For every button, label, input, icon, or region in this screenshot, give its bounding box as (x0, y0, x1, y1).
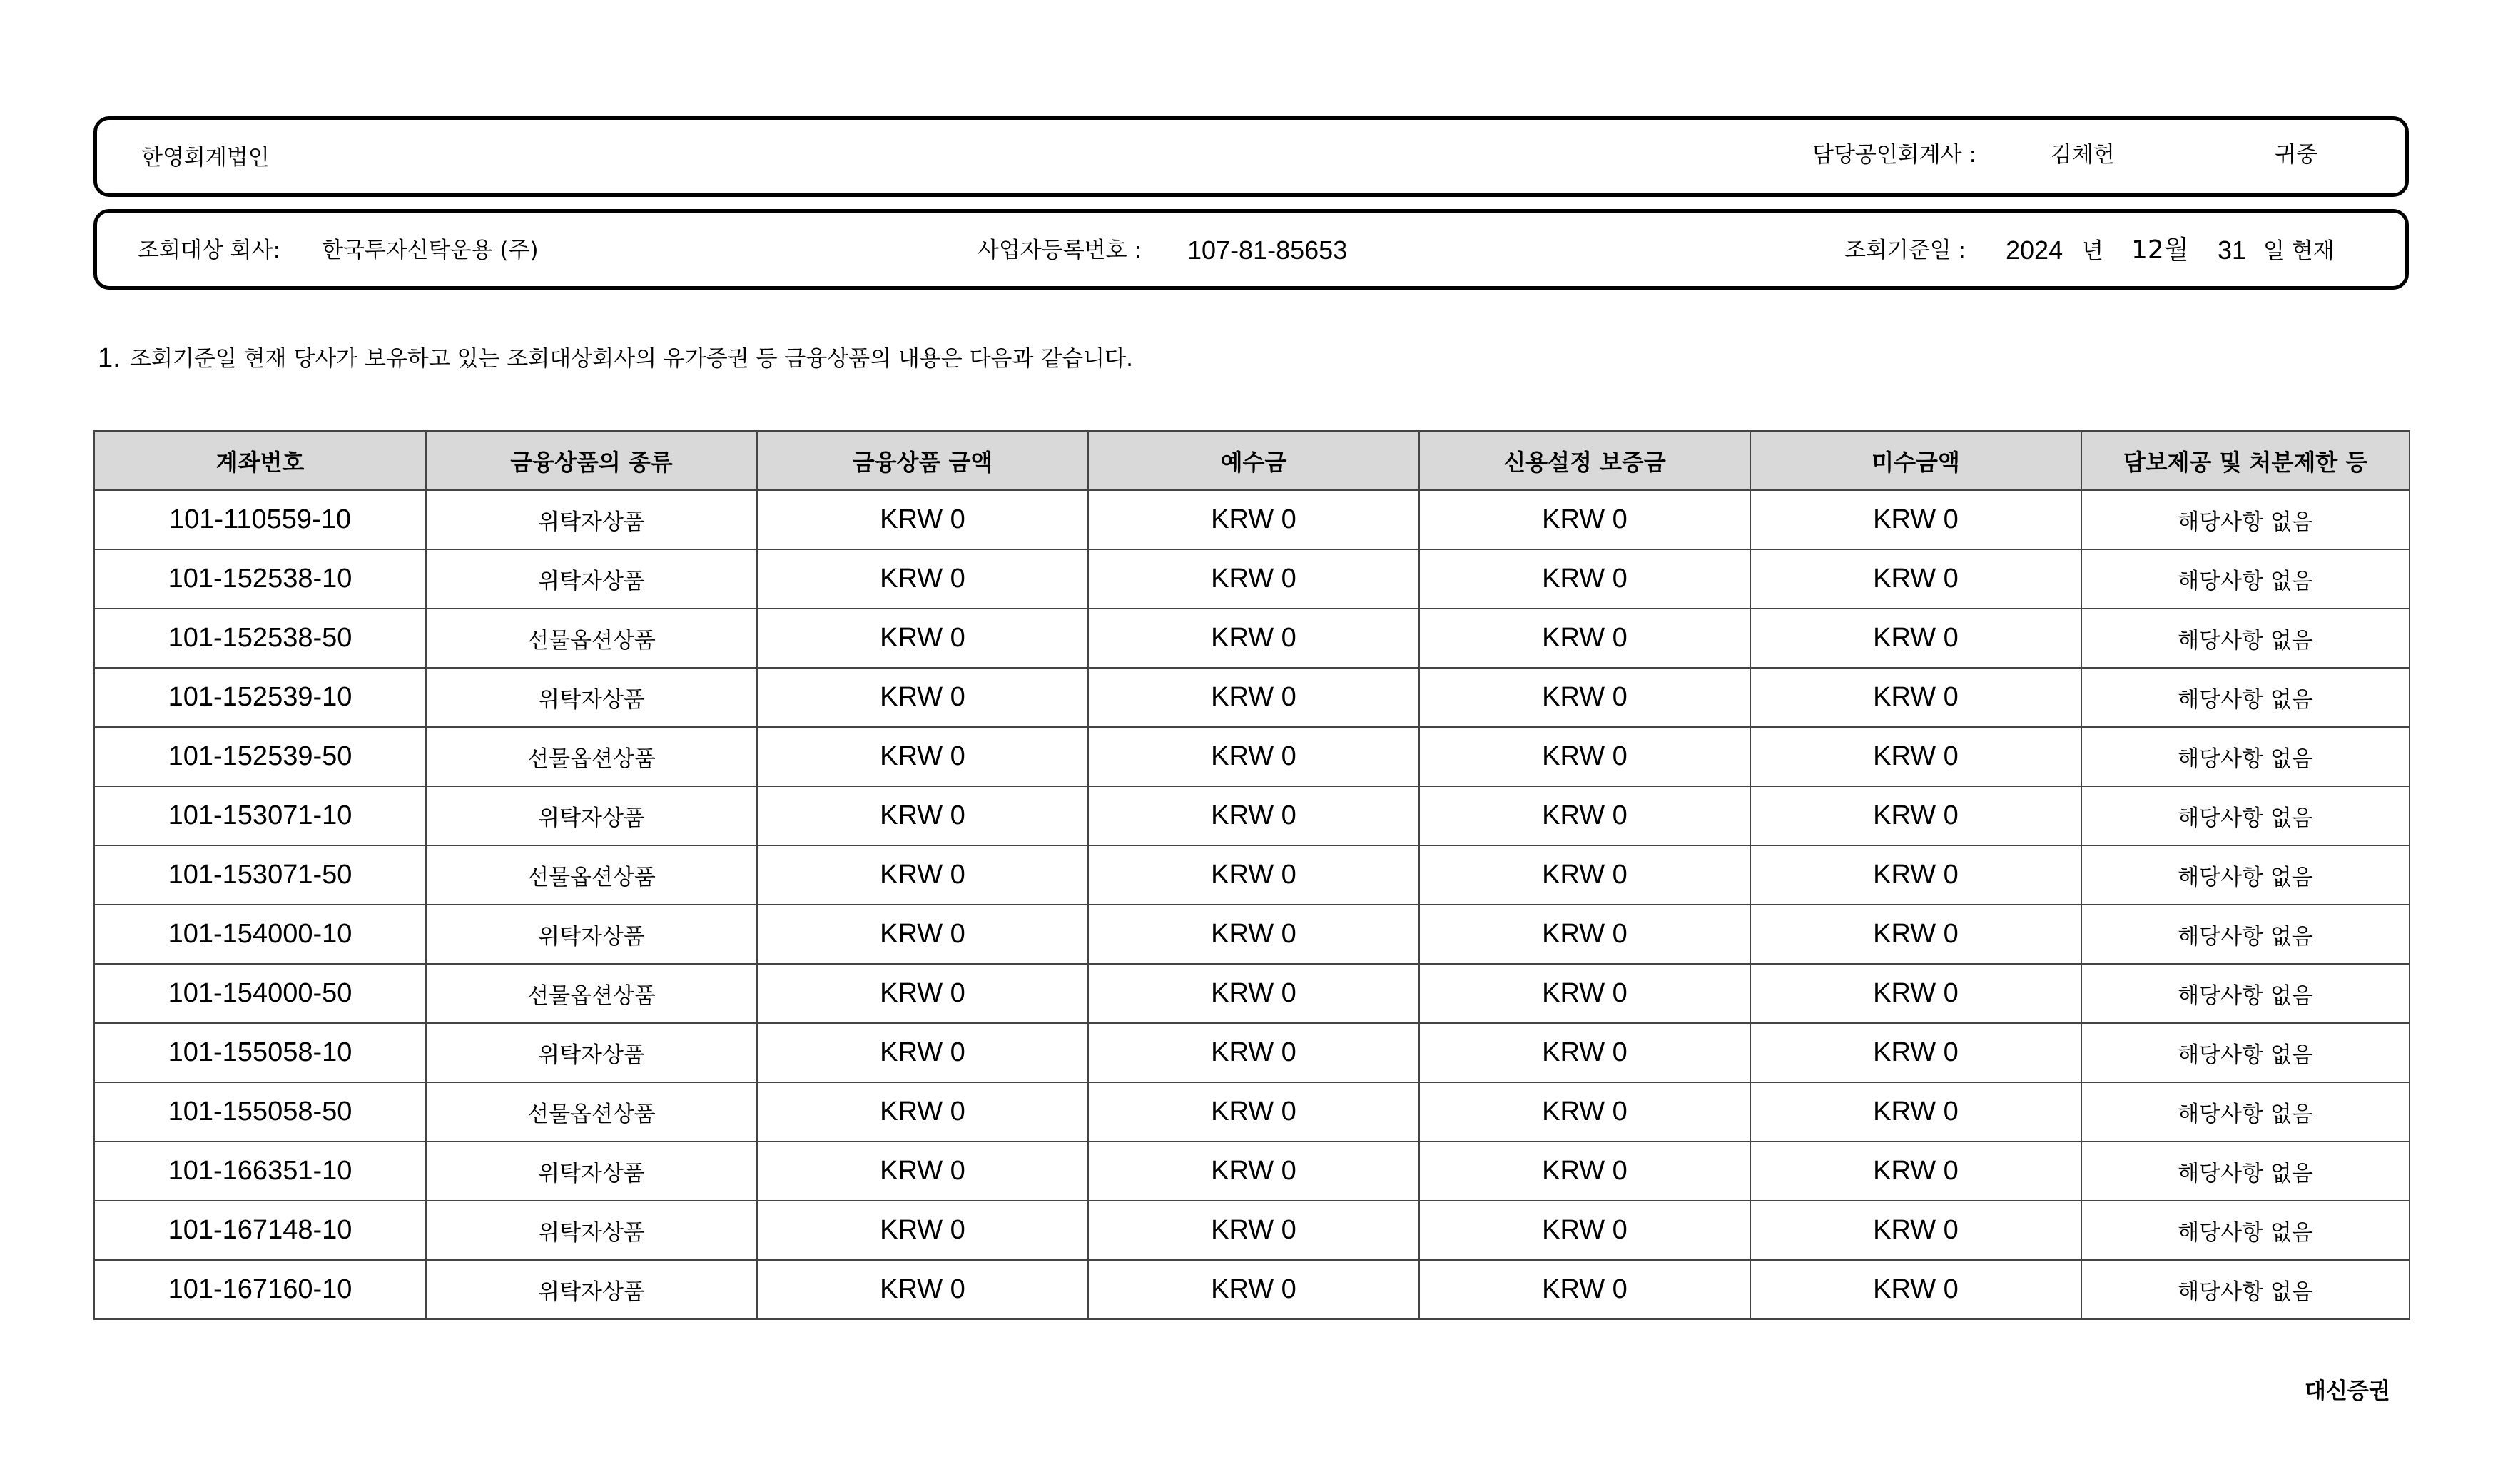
account-number-cell: 101-154000-10 (94, 905, 426, 964)
table-row (94, 1260, 2410, 1319)
product-type-cell: 위탁자상품 (426, 1023, 757, 1082)
table-row (94, 727, 2410, 786)
financial-products-table (93, 430, 2410, 1320)
collateral-cell: 해당사항 없음 (2081, 549, 2410, 609)
credit-deposit-cell: KRW 0 (1419, 609, 1750, 668)
table-row (94, 964, 2410, 1023)
product-amount-cell: KRW 0 (757, 1082, 1088, 1142)
column-header-product-type: 금융상품의 종류 (426, 431, 757, 490)
deposit-cell: KRW 0 (1088, 1023, 1419, 1082)
receivable-cell: KRW 0 (1750, 905, 2081, 964)
account-number-cell: 101-167148-10 (94, 1201, 426, 1260)
table-row (94, 1142, 2410, 1201)
receivable-cell: KRW 0 (1750, 549, 2081, 609)
date-label: 조회기준일 : (1844, 238, 1966, 263)
table-row (94, 668, 2410, 727)
bizno-label: 사업자등록번호 : (978, 238, 1142, 263)
table-row (94, 786, 2410, 845)
column-header-receivable: 미수금액 (1750, 431, 2081, 490)
deposit-cell: KRW 0 (1088, 549, 1419, 609)
product-type-cell: 위탁자상품 (426, 490, 757, 549)
table-row (94, 1082, 2410, 1142)
collateral-cell: 해당사항 없음 (2081, 609, 2410, 668)
account-number-cell: 101-152539-50 (94, 727, 426, 786)
credit-deposit-cell: KRW 0 (1419, 1082, 1750, 1142)
receivable-cell: KRW 0 (1750, 1142, 2081, 1201)
collateral-cell: 해당사항 없음 (2081, 1142, 2410, 1201)
product-type-cell: 선물옵션상품 (426, 727, 757, 786)
issuer-name: 대신증권 (2305, 1378, 2390, 1404)
credit-deposit-cell: KRW 0 (1419, 727, 1750, 786)
deposit-cell: KRW 0 (1088, 845, 1419, 905)
column-header-deposit: 예수금 (1088, 431, 1419, 490)
product-amount-cell: KRW 0 (757, 845, 1088, 905)
product-amount-cell: KRW 0 (757, 964, 1088, 1023)
date-day: 31 (2218, 235, 2247, 265)
table-row (94, 845, 2410, 905)
product-amount-cell: KRW 0 (757, 786, 1088, 845)
deposit-cell: KRW 0 (1088, 1260, 1419, 1319)
collateral-cell: 해당사항 없음 (2081, 786, 2410, 845)
deposit-cell: KRW 0 (1088, 964, 1419, 1023)
deposit-cell: KRW 0 (1088, 668, 1419, 727)
credit-deposit-cell: KRW 0 (1419, 1260, 1750, 1319)
cpa-label: 담당공인회계사 : (1812, 142, 1976, 168)
collateral-cell: 해당사항 없음 (2081, 1023, 2410, 1082)
statement-number: 1. (98, 343, 121, 373)
product-type-cell: 위탁자상품 (426, 668, 757, 727)
deposit-cell: KRW 0 (1088, 905, 1419, 964)
product-type-cell: 위탁자상품 (426, 1201, 757, 1260)
statement-text: 조회기준일 현재 당사가 보유하고 있는 조회대상회사의 유가증권 등 금융상품의 내용은 다음과 같습니다. (130, 346, 1133, 372)
product-type-cell: 위탁자상품 (426, 1142, 757, 1201)
date-day-suffix: 일 현재 (2263, 238, 2335, 264)
product-amount-cell: KRW 0 (757, 1023, 1088, 1082)
product-type-cell: 선물옵션상품 (426, 964, 757, 1023)
credit-deposit-cell: KRW 0 (1419, 964, 1750, 1023)
account-number-cell: 101-110559-10 (94, 490, 426, 549)
receivable-cell: KRW 0 (1750, 1260, 2081, 1319)
credit-deposit-cell: KRW 0 (1419, 1142, 1750, 1201)
company-name: 한국투자신탁운용 (주) (322, 238, 539, 263)
bizno-value: 107-81-85653 (1187, 235, 1348, 265)
collateral-cell: 해당사항 없음 (2081, 668, 2410, 727)
product-type-cell: 선물옵션상품 (426, 1082, 757, 1142)
account-number-cell: 101-155058-50 (94, 1082, 426, 1142)
credit-deposit-cell: KRW 0 (1419, 845, 1750, 905)
honorific: 귀중 (2275, 142, 2317, 168)
table-row (94, 1023, 2410, 1082)
column-header-product-amount: 금융상품 금액 (757, 431, 1088, 490)
date-year: 2024 (2006, 235, 2063, 265)
table-header-row (94, 431, 2410, 490)
table-row (94, 905, 2410, 964)
product-type-cell: 선물옵션상품 (426, 609, 757, 668)
product-type-cell: 위탁자상품 (426, 549, 757, 609)
receivable-cell: KRW 0 (1750, 1082, 2081, 1142)
product-type-cell: 위탁자상품 (426, 786, 757, 845)
product-amount-cell: KRW 0 (757, 490, 1088, 549)
account-number-cell: 101-167160-10 (94, 1260, 426, 1319)
table-row (94, 490, 2410, 549)
collateral-cell: 해당사항 없음 (2081, 845, 2410, 905)
receivable-cell: KRW 0 (1750, 490, 2081, 549)
account-number-cell: 101-153071-50 (94, 845, 426, 905)
account-number-cell: 101-166351-10 (94, 1142, 426, 1201)
table-row (94, 609, 2410, 668)
product-amount-cell: KRW 0 (757, 668, 1088, 727)
product-type-cell: 위탁자상품 (426, 905, 757, 964)
collateral-cell: 해당사항 없음 (2081, 905, 2410, 964)
product-amount-cell: KRW 0 (757, 1142, 1088, 1201)
collateral-cell: 해당사항 없음 (2081, 1260, 2410, 1319)
receivable-cell: KRW 0 (1750, 668, 2081, 727)
collateral-cell: 해당사항 없음 (2081, 727, 2410, 786)
product-amount-cell: KRW 0 (757, 727, 1088, 786)
product-type-cell: 위탁자상품 (426, 1260, 757, 1319)
deposit-cell: KRW 0 (1088, 490, 1419, 549)
account-number-cell: 101-152539-10 (94, 668, 426, 727)
deposit-cell: KRW 0 (1088, 727, 1419, 786)
account-number-cell: 101-155058-10 (94, 1023, 426, 1082)
product-amount-cell: KRW 0 (757, 609, 1088, 668)
deposit-cell: KRW 0 (1088, 1201, 1419, 1260)
receivable-cell: KRW 0 (1750, 1201, 2081, 1260)
receivable-cell: KRW 0 (1750, 786, 2081, 845)
credit-deposit-cell: KRW 0 (1419, 668, 1750, 727)
cpa-name: 김체헌 (2051, 142, 2115, 168)
date-year-unit: 년 (2082, 238, 2103, 264)
product-amount-cell: KRW 0 (757, 1201, 1088, 1260)
receivable-cell: KRW 0 (1750, 964, 2081, 1023)
credit-deposit-cell: KRW 0 (1419, 1201, 1750, 1260)
account-number-cell: 101-153071-10 (94, 786, 426, 845)
collateral-cell: 해당사항 없음 (2081, 490, 2410, 549)
receivable-cell: KRW 0 (1750, 727, 2081, 786)
table-row (94, 1201, 2410, 1260)
deposit-cell: KRW 0 (1088, 786, 1419, 845)
account-number-cell: 101-152538-10 (94, 549, 426, 609)
deposit-cell: KRW 0 (1088, 1142, 1419, 1201)
credit-deposit-cell: KRW 0 (1419, 905, 1750, 964)
receivable-cell: KRW 0 (1750, 609, 2081, 668)
receivable-cell: KRW 0 (1750, 845, 2081, 905)
product-type-cell: 선물옵션상품 (426, 845, 757, 905)
collateral-cell: 해당사항 없음 (2081, 964, 2410, 1023)
table-body (94, 490, 2410, 1319)
deposit-cell: KRW 0 (1088, 1082, 1419, 1142)
product-amount-cell: KRW 0 (757, 549, 1088, 609)
credit-deposit-cell: KRW 0 (1419, 1023, 1750, 1082)
deposit-cell: KRW 0 (1088, 609, 1419, 668)
collateral-cell: 해당사항 없음 (2081, 1082, 2410, 1142)
credit-deposit-cell: KRW 0 (1419, 549, 1750, 609)
account-number-cell: 101-152538-50 (94, 609, 426, 668)
account-number-cell: 101-154000-50 (94, 964, 426, 1023)
column-header-collateral: 담보제공 및 처분제한 등 (2081, 431, 2410, 490)
table-row (94, 549, 2410, 609)
audit-firm-name: 한영회계법인 (141, 145, 270, 171)
credit-deposit-cell: KRW 0 (1419, 490, 1750, 549)
date-month: 12월 (2131, 235, 2189, 265)
product-amount-cell: KRW 0 (757, 1260, 1088, 1319)
column-header-account-number: 계좌번호 (94, 431, 426, 490)
company-label: 조회대상 회사: (138, 238, 280, 263)
receivable-cell: KRW 0 (1750, 1023, 2081, 1082)
column-header-credit-deposit: 신용설정 보증금 (1419, 431, 1750, 490)
product-amount-cell: KRW 0 (757, 905, 1088, 964)
credit-deposit-cell: KRW 0 (1419, 786, 1750, 845)
collateral-cell: 해당사항 없음 (2081, 1201, 2410, 1260)
